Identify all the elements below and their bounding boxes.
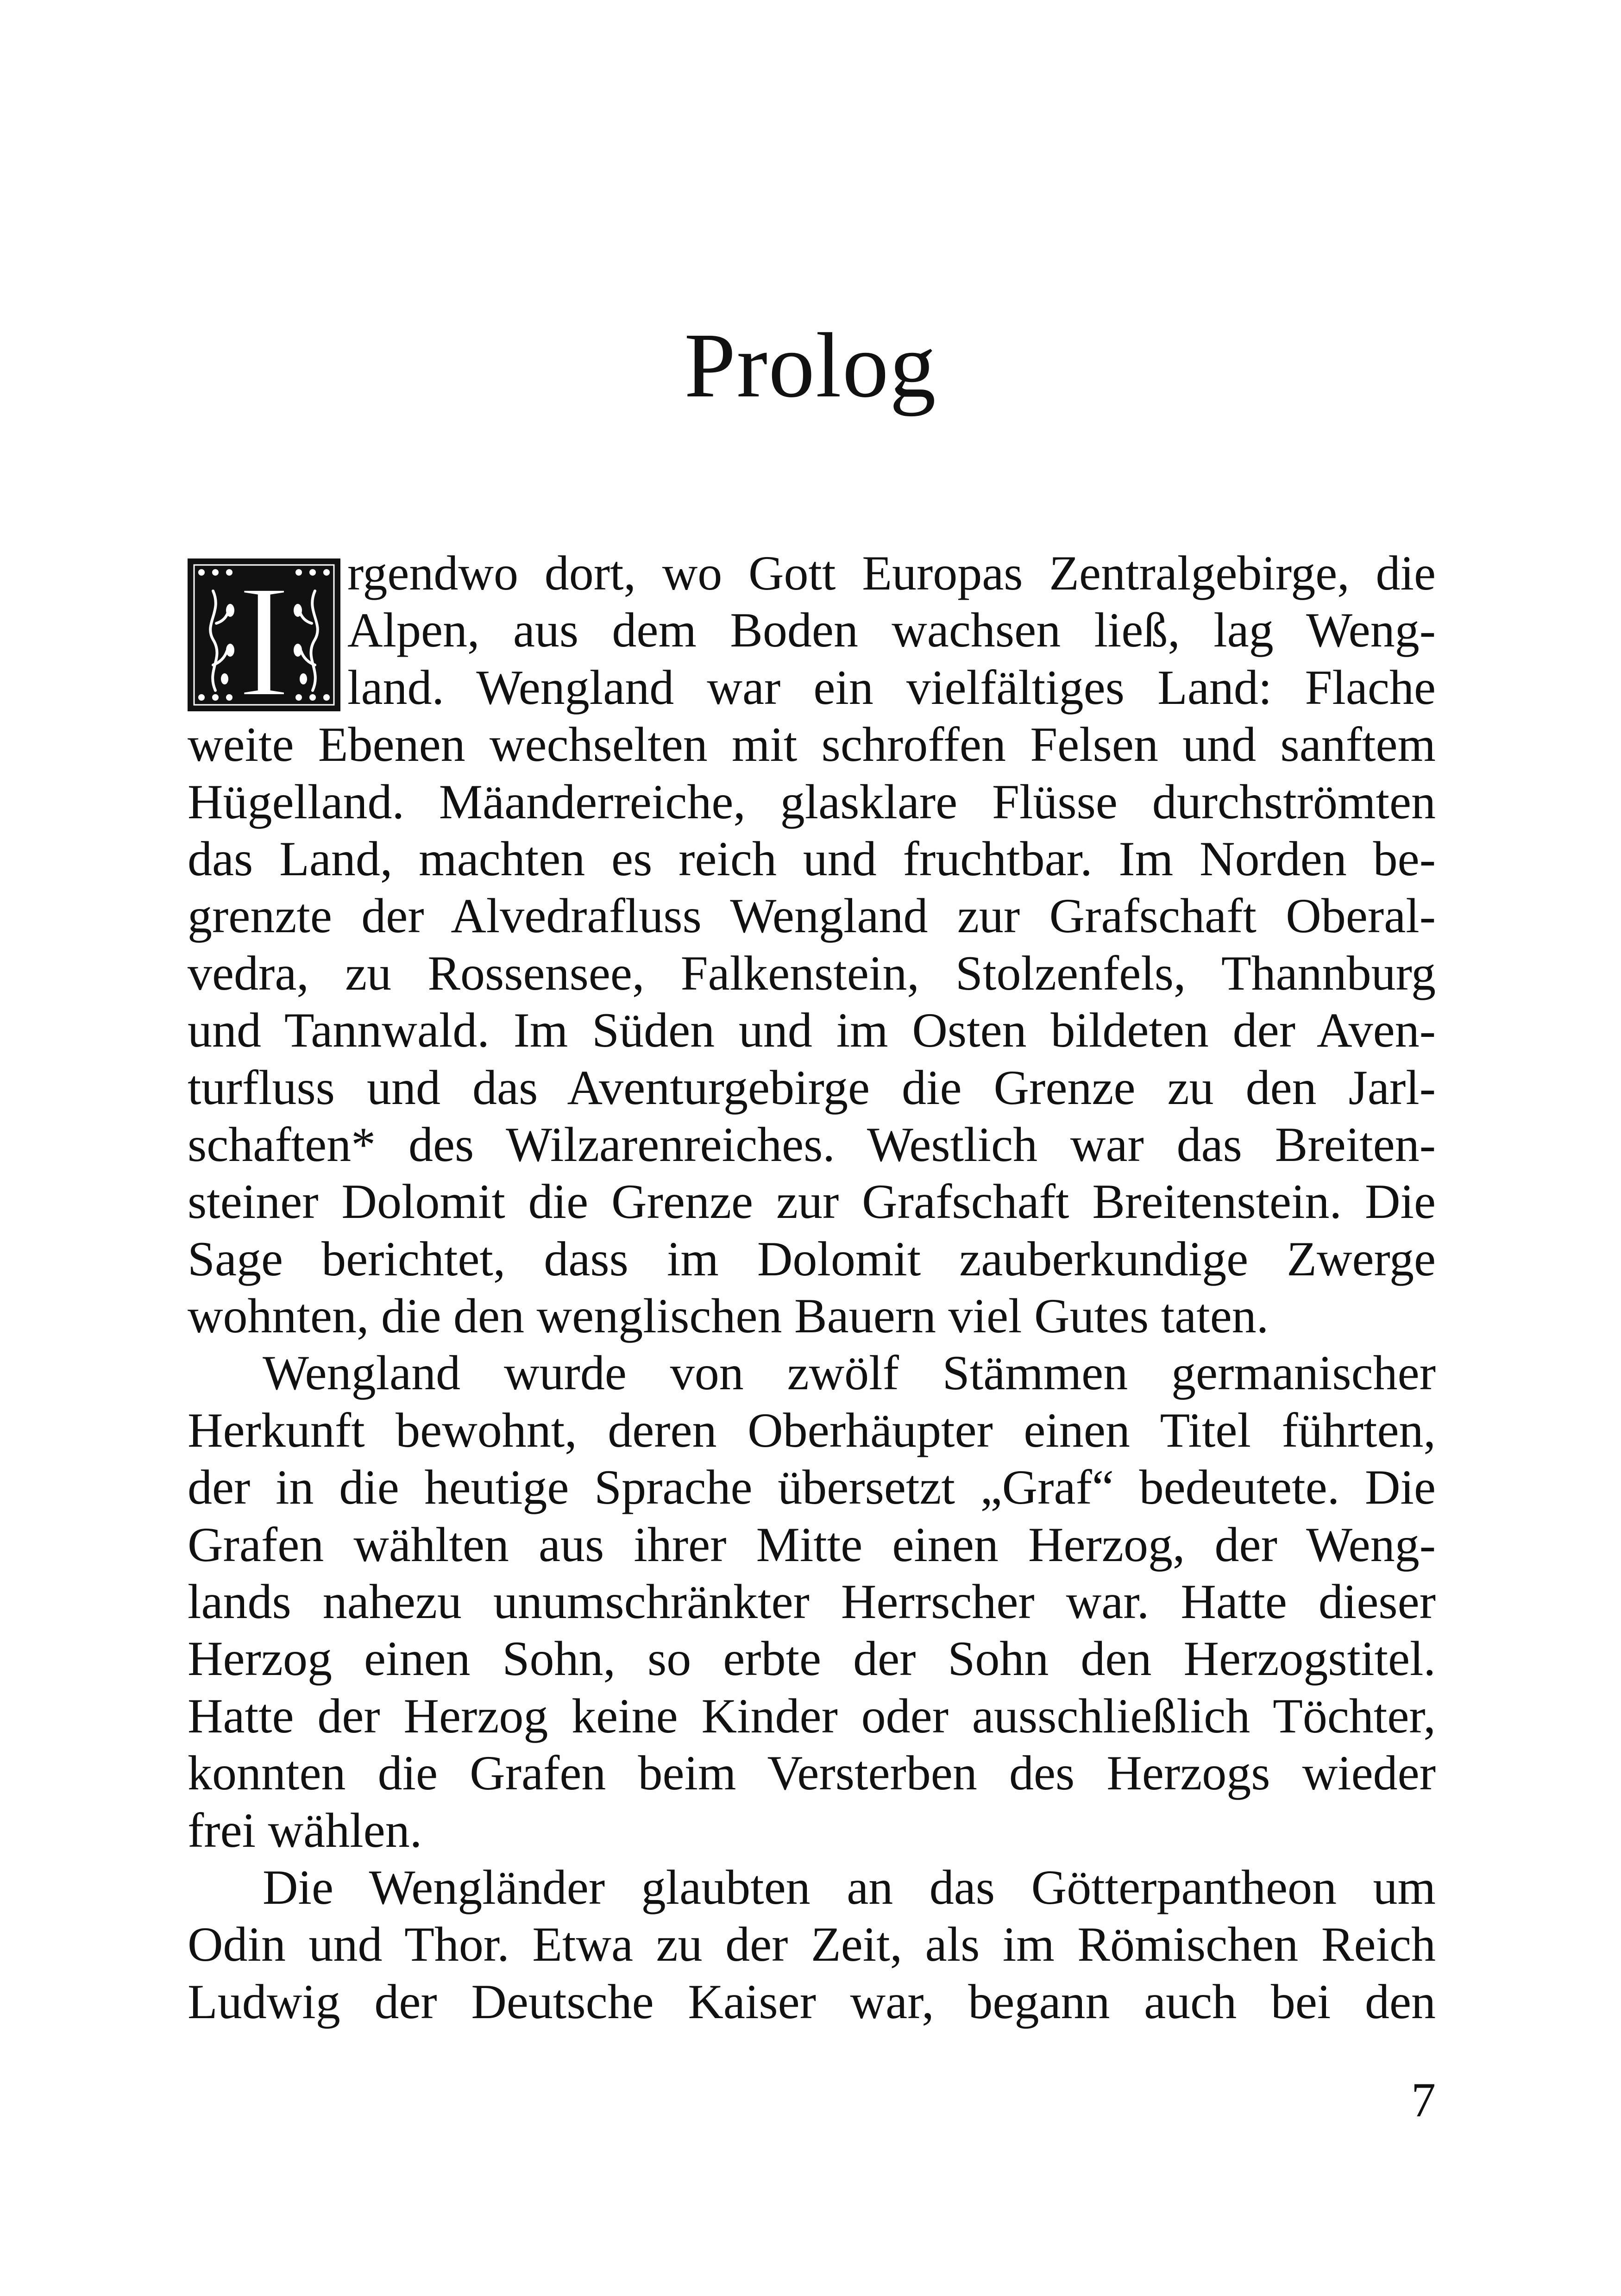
text-line: turfluss und das Aventurgebirge die Grenze zu den Jarl- — [188, 1060, 1436, 1115]
text-line: frei wählen. — [188, 1803, 422, 1857]
text-line: das Land, machten es reich und fruchtbar. Im Norden be- — [188, 831, 1436, 886]
text-line: steiner Dolomit die Grenze zur Grafschaft Breitenstein. Die — [188, 1174, 1436, 1229]
text-line: weite Ebenen wechselten mit schroffen Felsen und sanftem — [188, 717, 1436, 772]
text-line: der in die heutige Sprache übersetzt „Graf“ bedeutete. Die — [188, 1460, 1436, 1515]
decorated-initial-i-icon — [188, 558, 340, 711]
text-line: rgendwo dort, wo Gott Europas Zentralgebirge, die — [347, 546, 1436, 600]
text-line: Sage berichtet, dass im Dolomit zauberkundige Zwerge — [188, 1231, 1436, 1286]
paragraph-2 — [188, 1344, 1436, 1859]
text-line: Grafen wählten aus ihrer Mitte einen Herzog, der Weng- — [188, 1517, 1436, 1572]
text-line: schaften* des Wilzarenreiches. Westlich war das Breiten- — [188, 1117, 1436, 1172]
text-line: Odin und Thor. Etwa zu der Zeit, als im Römischen Reich — [188, 1917, 1436, 1972]
initial-letter: I — [237, 558, 291, 711]
text-line: Hatte der Herzog keine Kinder oder ausschließlich Töchter, — [188, 1688, 1436, 1743]
text-line: Herkunft bewohnt, deren Oberhäupter einen Titel führten, — [188, 1403, 1436, 1457]
page-number: 7 — [1411, 2073, 1436, 2127]
text-line: konnten die Grafen beim Versterben des Herzogs wieder — [188, 1746, 1436, 1800]
text-line: Ludwig der Deutsche Kaiser war, begann auch bei den — [188, 1974, 1436, 2029]
text-line: land. Wengland war ein vielfältiges Land: Flache — [347, 660, 1436, 715]
text-line: Die Wengländer glaubten an das Götterpantheon um — [263, 1860, 1436, 1914]
body-text — [188, 545, 1436, 2030]
text-line: Herzog einen Sohn, so erbte der Sohn den Herzogstitel. — [188, 1631, 1436, 1686]
chapter-title: Prolog — [684, 314, 937, 417]
text-line: vedra, zu Rossensee, Falkenstein, Stolzenfels, Thannburg — [188, 946, 1436, 1000]
text-line: Hügelland. Mäanderreiche, glasklare Flüsse durchströmten — [188, 774, 1436, 829]
paragraph-1 — [188, 545, 1436, 1344]
paragraph-3 — [188, 1859, 1436, 2030]
text-line: grenzte der Alvedrafluss Wengland zur Grafschaft Oberal- — [188, 889, 1436, 943]
text-line: wohnten, die den wenglischen Bauern viel Gutes taten. — [188, 1289, 1269, 1343]
text-line: Wengland wurde von zwölf Stämmen germanischer — [263, 1346, 1436, 1400]
text-line: Alpen, aus dem Boden wachsen ließ, lag Weng- — [347, 603, 1436, 658]
text-line: und Tannwald. Im Süden und im Osten bildeten der Aven- — [188, 1003, 1436, 1058]
text-line: lands nahezu unumschränkter Herrscher war. Hatte dieser — [188, 1575, 1436, 1629]
